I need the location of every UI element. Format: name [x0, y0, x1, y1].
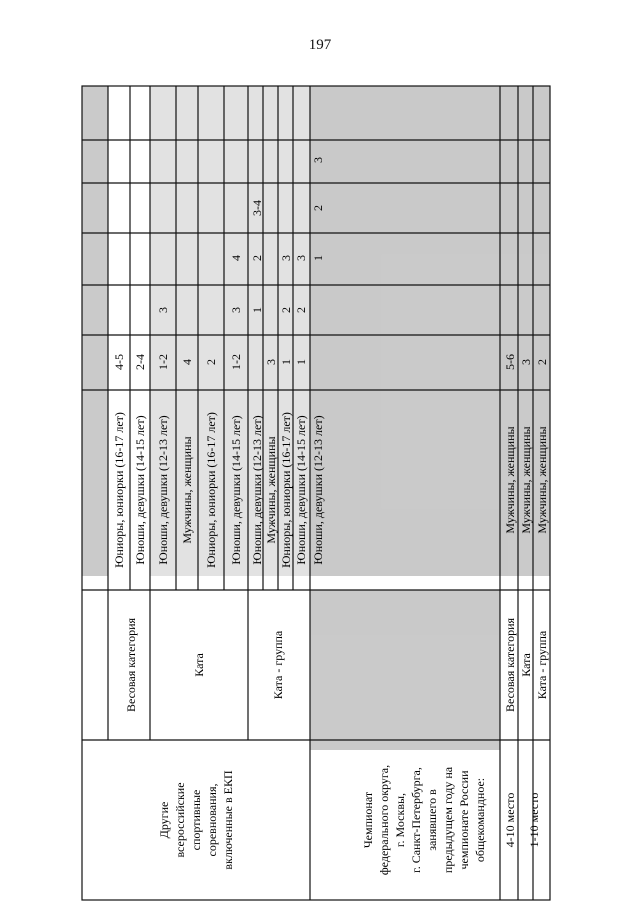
page-number: 197 — [308, 37, 332, 53]
competition-cell: Другие — [157, 801, 171, 839]
group-cell: Юниоры, юниорки (16-17 лет) — [112, 412, 126, 568]
group-cell: Юноши, девушки (14-15 лет) — [229, 415, 243, 565]
group-cell: Юноши, девушки (12-13 лет) — [250, 415, 264, 565]
place-cell: 1-10 место — [527, 792, 541, 848]
value-cell: 2 — [279, 307, 293, 313]
competition-cell: федерального округа, — [377, 764, 391, 876]
value-cell: 2 — [250, 255, 264, 261]
value-cell: 3 — [229, 307, 243, 313]
competition-labels — [157, 765, 541, 875]
competition-cell: г. Санкт-Петербурга, — [409, 767, 423, 873]
competition-cell: предыдущем году на — [441, 766, 455, 874]
value-cell: 3 — [519, 359, 533, 365]
value-cell: 1 — [279, 359, 293, 365]
place-cell: 4-10 место — [503, 792, 517, 848]
value-cell: 3 — [156, 307, 170, 313]
competition-cell: Чемпионат — [361, 791, 375, 849]
group-cell: Юниоры, юниорки (16-17 лет) — [204, 412, 218, 568]
value-cell: 3 — [294, 255, 308, 261]
value-cell: 2 — [311, 205, 325, 211]
competition-cell: общекомандное: — [473, 777, 487, 863]
value-cell: 3 — [311, 157, 325, 163]
competition-cell: занявшего в — [425, 789, 439, 851]
value-cell: 4-5 — [112, 354, 126, 370]
group-cell: Мужчины, женщины — [503, 426, 517, 534]
value-cell: 2 — [535, 359, 549, 365]
value-cell: 1 — [250, 307, 264, 313]
discipline-cell: Ката — [192, 653, 206, 677]
competition-cell: всероссийские — [173, 782, 187, 858]
value-cell: 1 — [311, 255, 325, 261]
competition-cell: спортивные — [189, 789, 203, 851]
group-cell: Мужчины, женщины — [519, 426, 533, 534]
discipline-cell: Ката — [519, 653, 533, 677]
value-cell: 1-2 — [156, 354, 170, 370]
competition-cell: соревнования, — [205, 783, 219, 857]
competition-cell: включенные в ЕКП — [221, 770, 235, 870]
competition-cell: чемпионате России — [457, 770, 471, 870]
group-cell: Юноши, девушки (12-13 лет) — [311, 415, 325, 565]
value-cell: 5-6 — [503, 354, 517, 370]
value-cell: 4 — [229, 255, 243, 261]
value-cell: 3-4 — [250, 200, 264, 216]
value-cell: 2-4 — [133, 354, 147, 370]
group-cell: Мужчины, женщины — [264, 436, 278, 544]
discipline-cell: Ката - группа — [535, 630, 549, 700]
group-cell: Юноши, девушки (14-15 лет) — [133, 415, 147, 565]
group-cell: Мужчины, женщины — [180, 436, 194, 544]
value-cell: 1-2 — [229, 354, 243, 370]
discipline-cell: Весовая категория — [503, 617, 517, 713]
value-cell: 3 — [279, 255, 293, 261]
value-cell: 1 — [294, 359, 308, 365]
value-cell: 2 — [294, 307, 308, 313]
value-cell: 4 — [180, 359, 194, 365]
value-cell: 3 — [264, 359, 278, 365]
group-cell: Юноши, девушки (12-13 лет) — [156, 415, 170, 565]
discipline-cell: Весовая категория — [124, 617, 138, 713]
value-cell: 2 — [204, 359, 218, 365]
group-cell: Юниоры, юниорки (16-17 лет) — [279, 412, 293, 568]
discipline-cell: Ката - группа — [271, 630, 285, 700]
group-cell: Юноши, девушки (14-15 лет) — [294, 415, 308, 565]
group-cell: Мужчины, женщины — [535, 426, 549, 534]
competition-cell: г. Москвы, — [393, 792, 407, 848]
